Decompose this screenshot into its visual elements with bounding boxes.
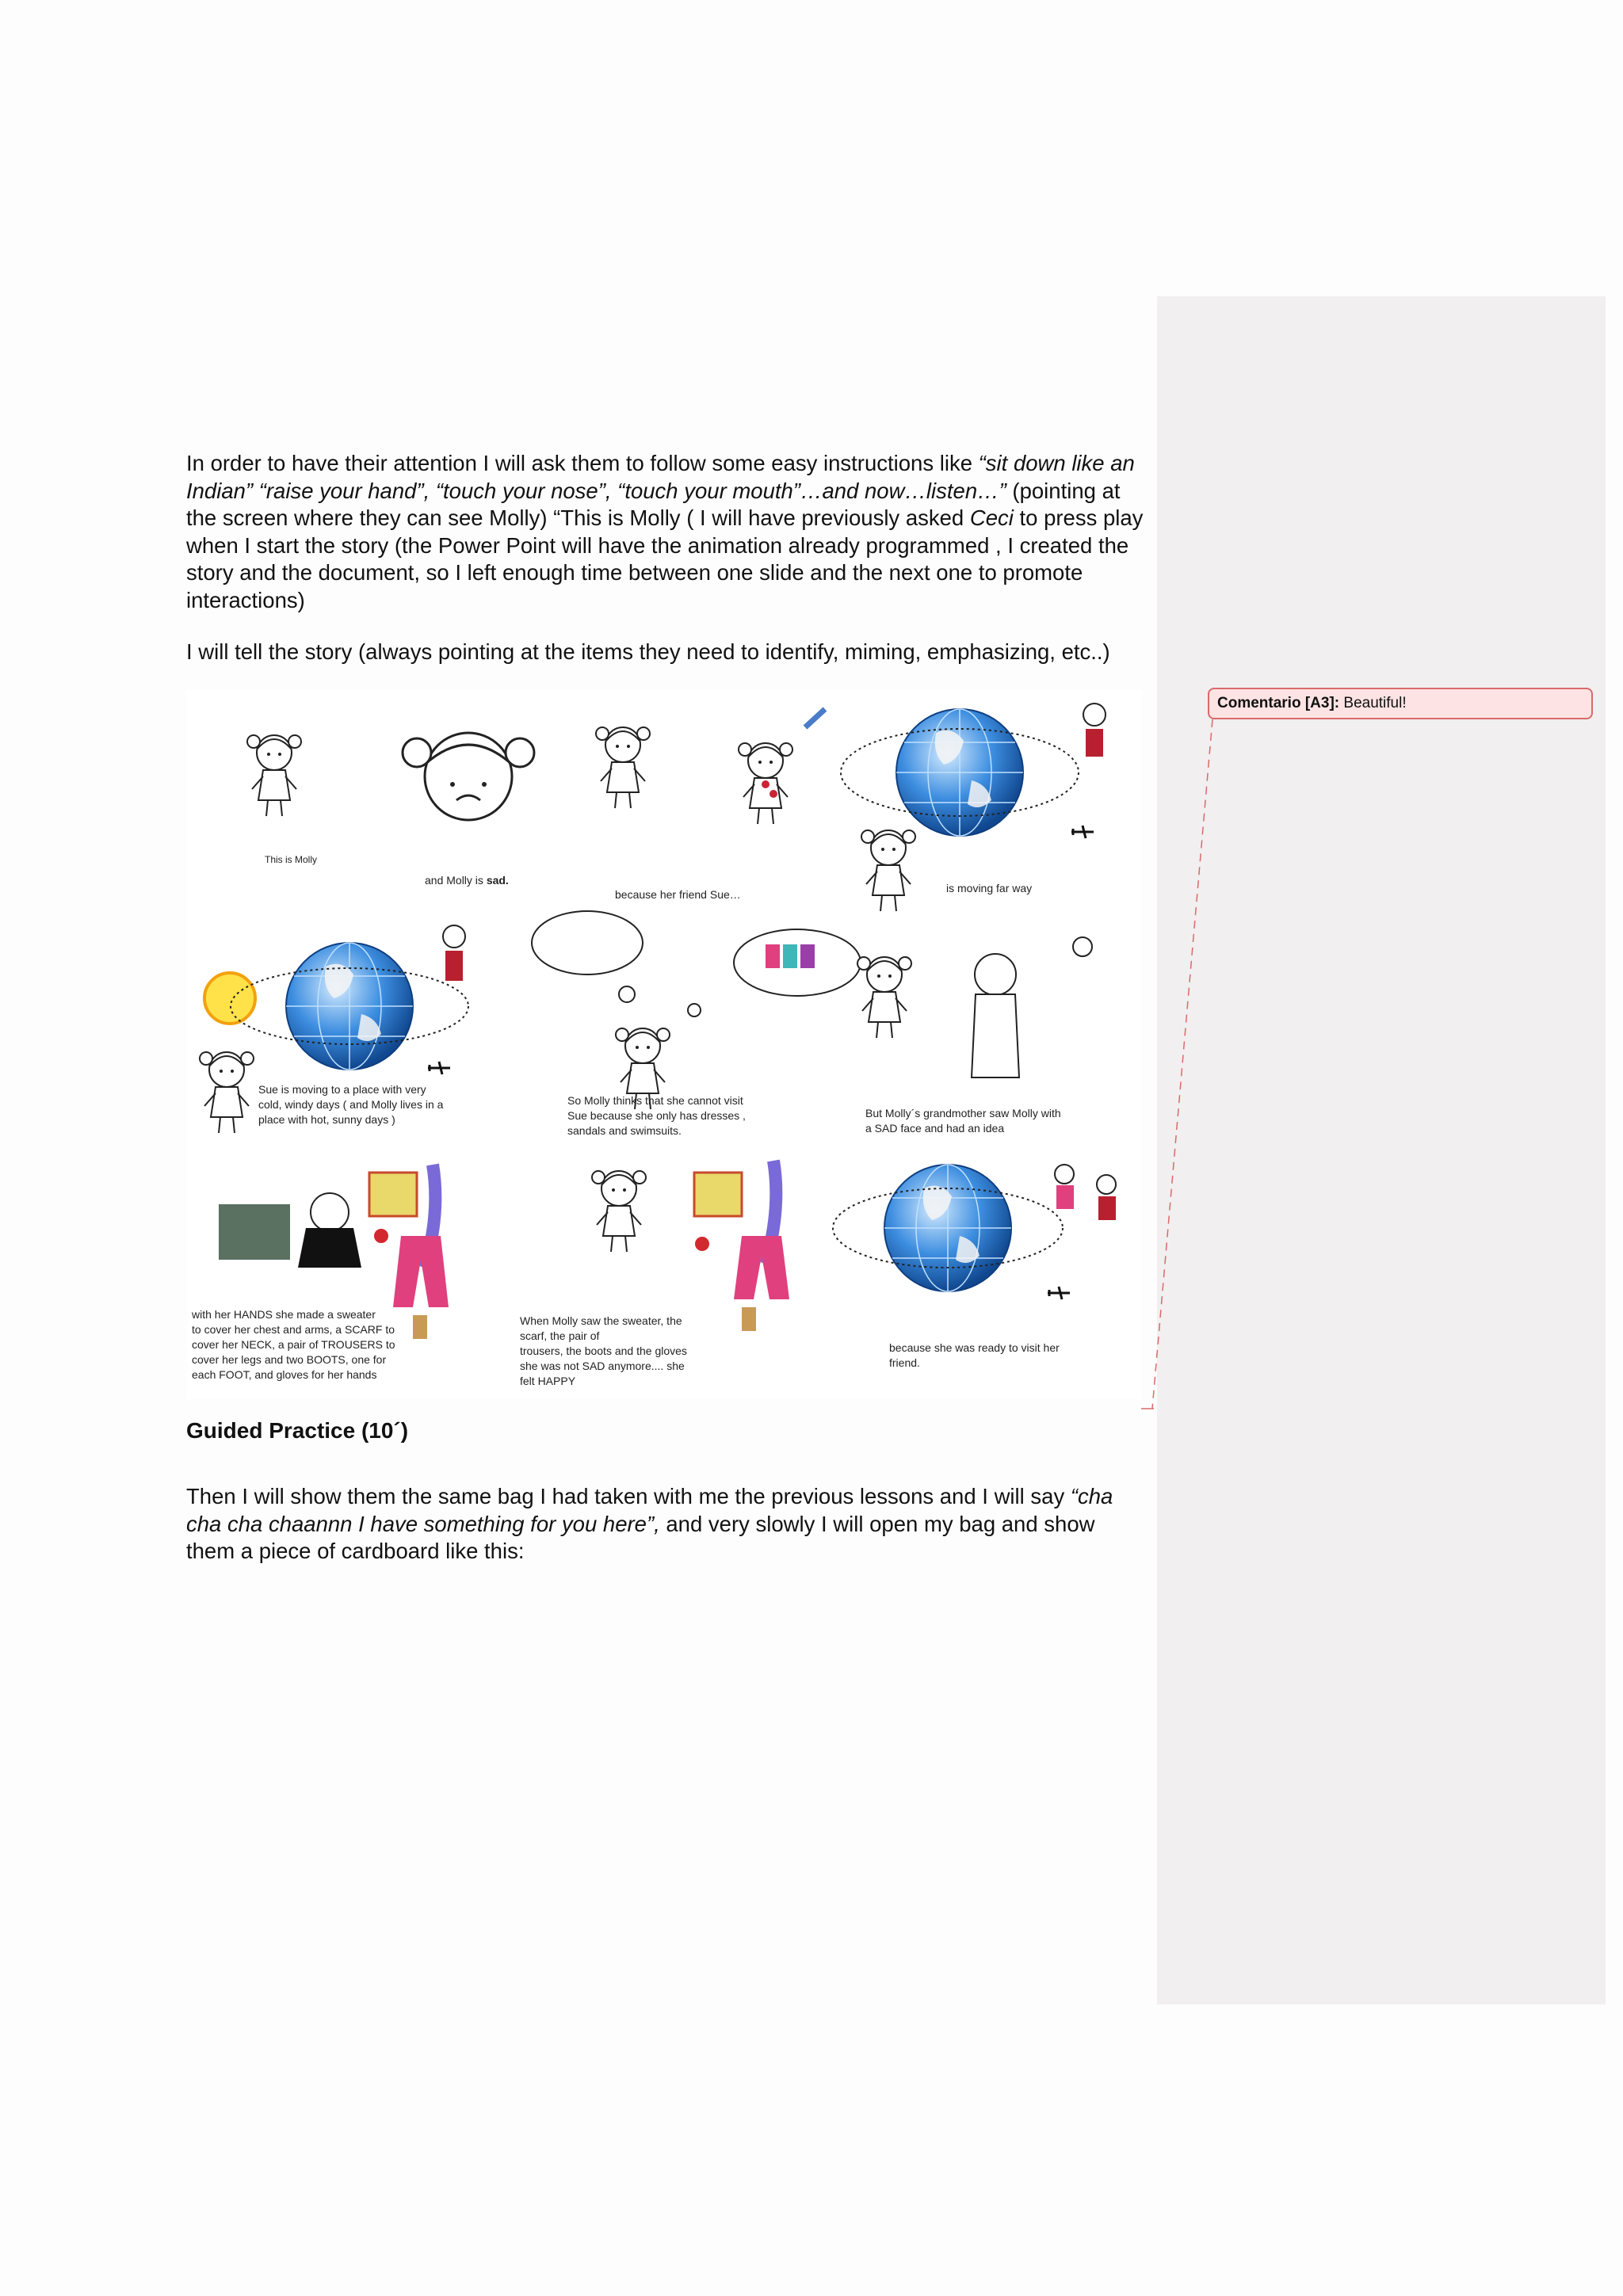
comment-text: Beautiful! <box>1339 695 1407 711</box>
comment-label: Comentario [A3]: <box>1217 695 1340 711</box>
caption-grandmother: But Molly´s grandmother saw Molly with a SAD face and had an idea <box>865 1107 1061 1135</box>
storyboard-drawings <box>187 689 1141 1399</box>
caption-because-friend-sue: because her friend Sue… <box>615 888 741 901</box>
guided-practice-heading: Guided Practice (10´) <box>186 1418 409 1443</box>
caption-sue-moving: Sue is moving to a place with very cold, windy days ( and Molly lives in a place with hot, sunny days ) <box>258 1083 444 1126</box>
caption-molly-thinks: So Molly thinks that she cannot visit Sue because she only has dresses , sandals and swimsuits. <box>567 1094 746 1137</box>
intro-paragraph: In order to have their attention I will ask them to follow some easy instructions like “sit down like an Indian” “raise your hand”, “touch your nose”, “touch your mouth”…and now…listen…” (pointing at the screen where they can see Molly) “This is Molly ( I will have previously asked Ceci to press play when I start the story (the Power Point will have the animation already programmed , I created the story and the document, so I left enough time between one slide and the next one to promote interactions) <box>186 451 1144 612</box>
caption-this-is-molly: This is Molly <box>265 854 318 865</box>
guided-paragraph: Then I will show them the same bag I had taken with me the previous lessons and I will say “cha cha cha chaannn I have something for you here”, and very slowly I will open my bag and show them a piece of cardboard like this: <box>186 1484 1113 1564</box>
story-paragraph: I will tell the story (always pointing at the items they need to identify, miming, emphasizing, etc..) <box>186 639 1110 664</box>
caption-molly-sad: and Molly is sad. <box>425 874 509 887</box>
story-illustration <box>187 689 1141 1399</box>
caption-ready-to-visit: because she was ready to visit her friend. <box>889 1341 1060 1369</box>
caption-moving-far-away: is moving far way <box>946 882 1033 894</box>
comment-balloon[interactable] <box>1208 688 1593 719</box>
caption-molly-happy: When Molly saw the sweater, the scarf, the pair of trousers, the boots and the gloves she was not SAD anymore.... she felt HAPPY <box>520 1314 687 1387</box>
caption-she-made-sweater: with her HANDS she made a sweater to cover her chest and arms, a SCARF to cover her NECK, a pair of TROUSERS to cover her legs and two BOOTS, one for each FOOT, and gloves for her hands <box>192 1308 395 1381</box>
